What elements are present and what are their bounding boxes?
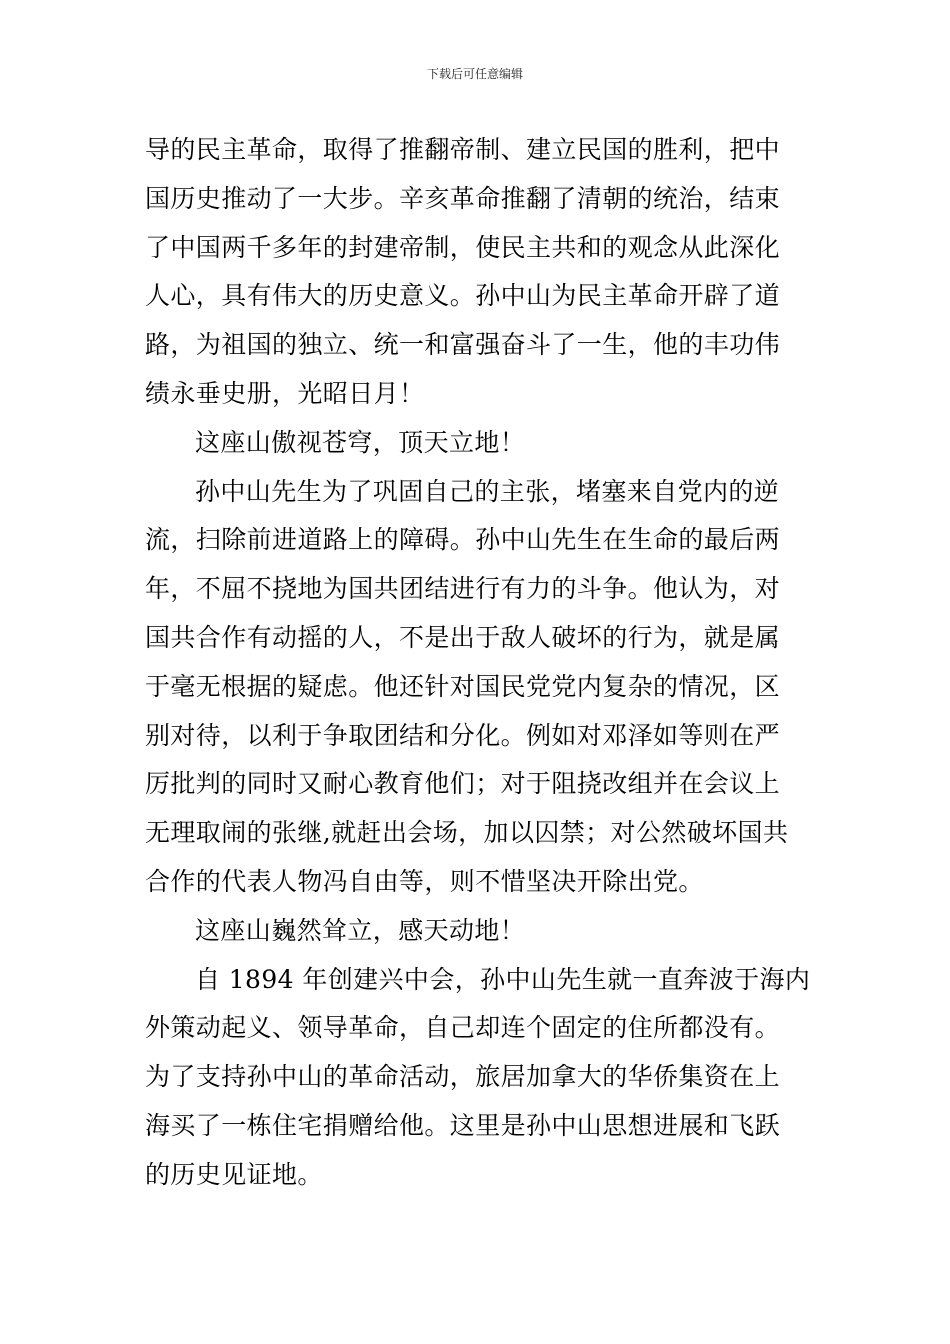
- text-line: 于毫无根据的疑虑。他还针对国民党党内复杂的情况，区: [145, 671, 781, 701]
- text-line: 年，不屈不挠地为国共团结进行有力的斗争。他认为，对: [145, 574, 781, 604]
- text-line: 国共合作有动摇的人，不是出于敌人破坏的行为，就是属: [145, 622, 781, 652]
- text-line: 海买了一栋住宅捐赠给他。这里是孙中山思想进展和飞跃: [145, 1110, 781, 1140]
- text-line: 别对待，以利于争取团结和分化。例如对邓泽如等则在严: [145, 720, 781, 750]
- paragraph-start-line: 孙中山先生为了巩固自己的主张，堵塞来自党内的逆: [195, 476, 780, 506]
- text-line: 绩永垂史册，光昭日月！: [145, 378, 425, 408]
- paragraph-start-line: 自 1894 年创建兴中会，孙中山先生就一直奔波于海内: [195, 964, 811, 994]
- text-line: 人心，具有伟大的历史意义。孙中山为民主革命开辟了道: [145, 281, 781, 311]
- text-line: 导的民主革命，取得了推翻帝制、建立民国的胜利，把中: [145, 135, 781, 164]
- text-line: 了中国两千多年的封建帝制，使民主共和的观念从此深化: [145, 232, 781, 262]
- text-line: 外策动起义、领导革命，自己却连个固定的住所都没有。: [145, 1013, 781, 1043]
- document-body: [145, 126, 811, 1200]
- section-heading-line: 这座山傲视苍穹，顶天立地！: [195, 427, 526, 457]
- section-heading-line: 这座山巍然耸立，感天动地！: [195, 915, 526, 945]
- text-line: 为了支持孙中山的革命活动，旅居加拿大的华侨集资在上: [145, 1062, 781, 1092]
- text-line: 流，扫除前进道路上的障碍。孙中山先生在生命的最后两: [145, 525, 781, 555]
- text-line: 路，为祖国的独立、统一和富强奋斗了一生，他的丰功伟: [145, 330, 781, 360]
- text-line: 无理取闹的张继,就赶出会场，加以囚禁；对公然破坏国共: [145, 818, 789, 848]
- text-line: 厉批判的同时又耐心教育他们；对于阻挠改组并在会议上: [145, 769, 781, 799]
- page-header: 下载后可任意编辑: [426, 67, 523, 81]
- text-line: 的历史见证地。: [145, 1159, 323, 1189]
- text-line: 国历史推动了一大步。辛亥革命推翻了清朝的统治，结束: [145, 183, 781, 213]
- text-line: 合作的代表人物冯自由等，则不惜坚决开除出党。: [145, 866, 704, 896]
